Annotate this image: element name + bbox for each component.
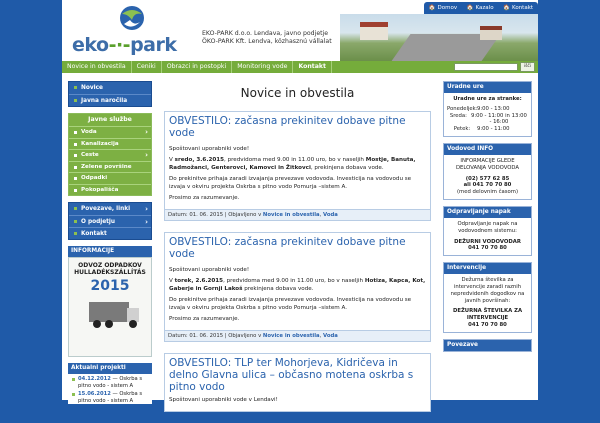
hours-row: Ponedeljek: 9:00 - 13:00	[447, 105, 510, 112]
page-title: Novice in obvestila	[240, 86, 355, 100]
water-info-phone: (02) 577 62 85	[465, 175, 510, 182]
hours-row: Petek: 9:00 - 11:00	[453, 126, 510, 133]
article-footer: Datum: 01. 06. 2015 | Objavljeno v Novice in obvestila, Voda	[165, 209, 430, 220]
water-info-block	[443, 143, 532, 200]
article-paragraph: Do prekinitve prihaja zaradi izvajanja prevezave vodovoda. Investicija na vodovodu se izvaja v okviru projekta Oskrba s pitno vodo Pomurja –sistem A.	[169, 176, 412, 190]
fault-repair-contact: DEŽURNI VODOVODAR	[454, 238, 521, 245]
office-hours-title: Uradne ure	[444, 82, 531, 93]
article-paragraph: V sredo, 3.6.2015, predvidoma med 9.00 in 11.00 uro, bo v naseljih Mostje, Banuta, Radmožanci, Genterovci, Kamovci in Žitkovci, prekinjena dobava vode.	[169, 157, 416, 171]
sidebar-item-news[interactable]: Novice	[69, 82, 151, 94]
sidebar-item-water[interactable]: Voda ›	[69, 126, 151, 138]
main-content	[164, 81, 431, 423]
header-photo	[340, 14, 538, 61]
nav-water-monitoring[interactable]: Monitoring vode	[232, 61, 293, 73]
nav-prices[interactable]: Ceniki	[132, 61, 162, 73]
category-link[interactable]: Novice in obvestila	[262, 333, 320, 339]
company-name-sl: EKO-PARK d.o.o. Lendava, javno podjetje	[202, 30, 329, 37]
fault-repair-phone: 041 70 70 80	[468, 245, 507, 252]
article-paragraph: Do prekinitve prihaja zaradi izvajanja prevezave vodovoda. Investicija na vodovodu se izvaja v okviru projekta Oskrba s pitno vodo Pomurja –sistem A.	[169, 297, 412, 311]
header	[62, 0, 538, 61]
nav-news[interactable]: Novice in obvestila	[62, 61, 132, 73]
banner-line1: ODVOZ ODPADKOV	[78, 262, 142, 269]
projects-block	[68, 363, 152, 404]
services-menu	[68, 113, 152, 196]
article	[164, 353, 431, 412]
nav-contact[interactable]: Kontakt	[293, 61, 332, 73]
links-block	[443, 339, 532, 352]
sidebar-item-waste[interactable]: Odpadki	[69, 172, 151, 184]
article	[164, 111, 431, 221]
office-hours-block	[443, 81, 532, 137]
sidebar-item-tenders[interactable]: Javna naročila	[69, 94, 151, 106]
article-title[interactable]: OBVESTILO: začasna prekinitev dobave pitne vode	[169, 236, 406, 260]
office-hours-subtitle: Uradne ure za stranke:	[453, 96, 522, 102]
list-item[interactable]: 04.12.2012 — Oskrba s pitno vodo - sistem A	[68, 374, 152, 389]
sitemap-link[interactable]: 🏠 Kazalo	[466, 5, 494, 11]
category-link[interactable]: Voda	[323, 333, 338, 339]
intervention-block	[443, 262, 532, 333]
intervention-title: Intervencije	[444, 263, 531, 274]
projects-title: Aktualni projekti	[68, 363, 152, 374]
sidebar-item-links[interactable]: Povezave, linki ›	[69, 203, 151, 215]
intervention-text: Dežurna številka za intervencije zaradi raznih nepredvidenih dogodkov na javnih površinah:	[450, 277, 525, 304]
home-link[interactable]: 🏠 Domov	[428, 5, 458, 11]
contact-link[interactable]: 🏠 Kontakt	[503, 5, 534, 11]
info-title: INFORMACIJE	[68, 246, 152, 257]
sidebar-item-about[interactable]: O podjetju ›	[69, 215, 151, 227]
search-button[interactable]: išči	[520, 62, 535, 72]
intervention-phone: 041 70 70 80	[468, 321, 507, 328]
page-frame	[62, 0, 538, 404]
fault-repair-block	[443, 206, 532, 256]
article-greeting: Spoštovani uporabniki vode v Lendavi!	[169, 397, 278, 403]
water-info-title: Vodovod INFO	[444, 144, 531, 155]
category-link[interactable]: Voda	[323, 212, 338, 218]
waste-schedule-banner[interactable]	[68, 257, 152, 357]
sidebar-item-roads[interactable]: Ceste ›	[69, 149, 151, 161]
intervention-contact: DEŽURNA ŠTEVILKA ZA INTERVENCIJE	[452, 308, 523, 322]
article-paragraph: Prosimo za razumevanje.	[169, 316, 240, 322]
article-footer: Datum: 01. 06. 2015 | Objavljeno v Novice in obvestila, Voda	[165, 330, 430, 341]
company-name	[202, 30, 332, 46]
article-title[interactable]: OBVESTILO: TLP ter Mohorjeva, Kidričeva in delno Glavna ulica – občasno motena oskrba s pitno vodo	[169, 357, 414, 393]
category-link[interactable]: Novice in obvestila	[262, 212, 320, 218]
hours-row: Sreda: 9:00 - 11:00 in 13:00 - 16:00	[449, 112, 527, 126]
right-sidebar	[443, 81, 532, 358]
about-menu	[68, 202, 152, 240]
sidebar-item-contact[interactable]: Kontakt	[69, 227, 151, 239]
article-paragraph: V torek, 2.6.2015, predvidoma med 9.00 in 11.00 uro, bo v naseljih Hotiza, Kapca, Kot, Gaberje in Gornji Lakoš prekinjena dobava vode.	[169, 278, 426, 292]
fault-repair-title: Odpravljanje napak	[444, 207, 531, 218]
links-title: Povezave	[444, 340, 531, 351]
truck-icon	[79, 298, 141, 334]
left-sidebar	[68, 81, 152, 404]
article-paragraph: Prosimo za razumevanje.	[169, 195, 240, 201]
sidebar-item-cemeteries[interactable]: Pokopališča	[69, 184, 151, 196]
banner-year: 2015	[90, 278, 130, 294]
water-info-phone-alt: ali 041 70 70 80	[463, 182, 512, 189]
top-navigation	[424, 2, 538, 14]
logo-text: eko-·-park	[72, 34, 177, 56]
water-info-note: (med delovnim časom)	[456, 189, 519, 196]
fault-repair-text: Odpravljanje napak na vodovodnem sistemu:	[457, 220, 518, 234]
sidebar-item-sewage[interactable]: Kanalizacija	[69, 138, 151, 150]
list-item[interactable]: 15.06.2012 — Oskrba s pitno vodo - sistem A	[68, 389, 152, 404]
banner-line2: HULLADÉKSZÁLLÍTÁS	[74, 269, 146, 276]
search-input[interactable]	[454, 63, 518, 71]
article-title[interactable]: OBVESTILO: začasna prekinitev dobave pitne vode	[169, 115, 406, 139]
company-name-hu: ÖKO-PARK Kft. Lendva, közhasznú vállalat	[202, 38, 332, 45]
services-title: Javne službe	[69, 114, 151, 126]
news-menu	[68, 81, 152, 107]
article-greeting: Spoštovani uporabniki vode!	[169, 146, 250, 152]
article	[164, 232, 431, 342]
nav-forms[interactable]: Obrazci in postopki	[162, 61, 232, 73]
sidebar-item-green-areas[interactable]: Zelene površine	[69, 161, 151, 173]
logo-emblem-icon	[112, 4, 152, 32]
logo[interactable]	[68, 6, 188, 56]
article-greeting: Spoštovani uporabniki vode!	[169, 267, 250, 273]
water-info-text: INFORMACIJE GLEDE DELOVANJA VODOVODA	[455, 157, 520, 171]
